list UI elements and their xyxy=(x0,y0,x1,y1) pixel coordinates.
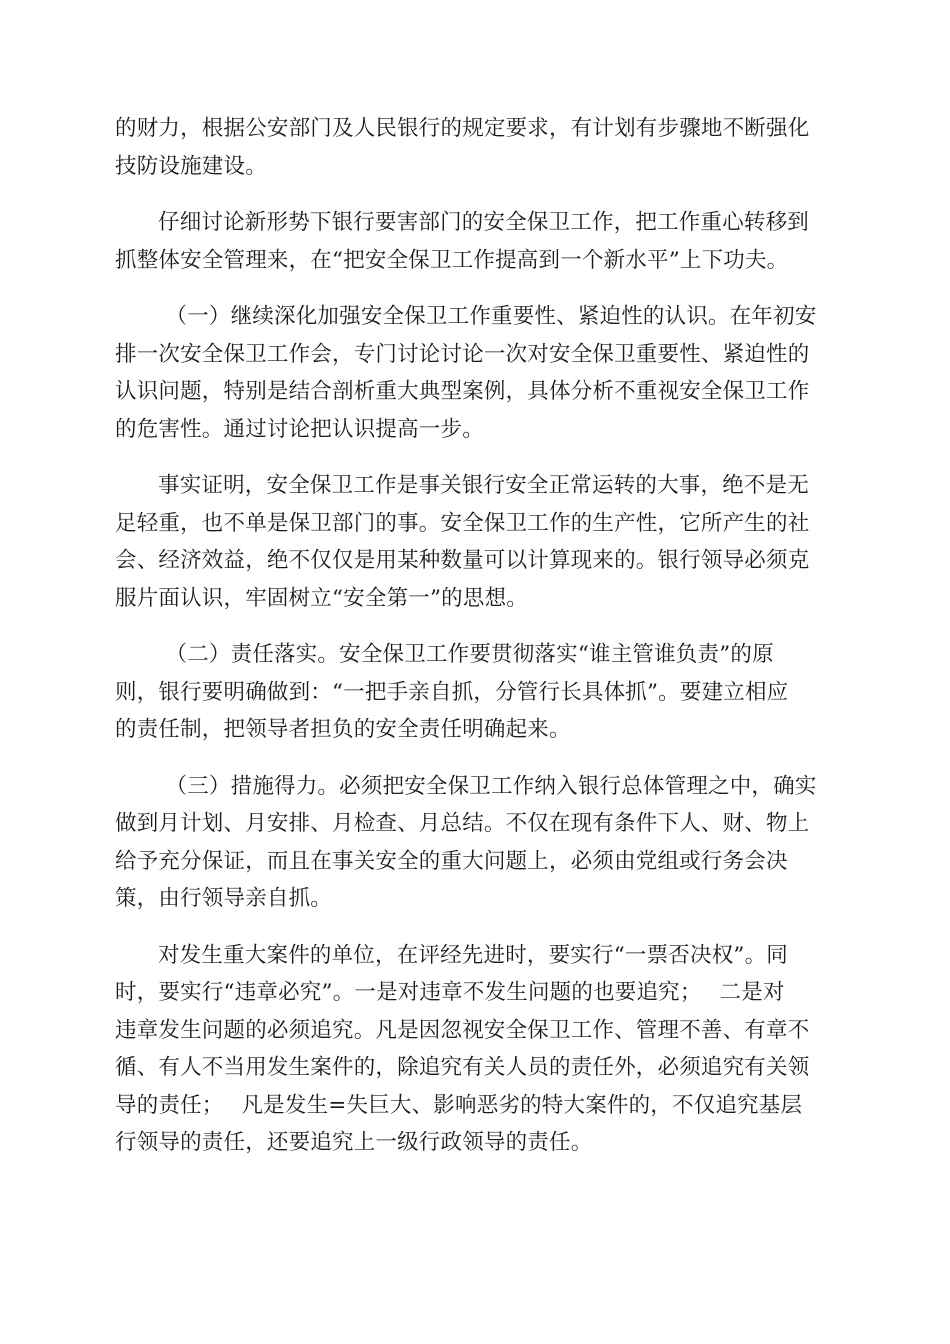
paragraph-line: （三）措施得力。必须把安全保卫工作纳入银行总体管理之中，确实 xyxy=(165,773,817,799)
paragraph-6 xyxy=(115,768,837,918)
paragraph-5 xyxy=(115,636,837,749)
paragraph-2 xyxy=(115,204,837,279)
paragraph-line: 足轻重，也不单是保卫部门的事。安全保卫工作的生产性，它所产生的社 xyxy=(115,510,810,536)
paragraph-line: 违章发生问题的必须追究。凡是因忽视安全保卫工作、管理不善、有章不 xyxy=(115,1017,810,1043)
paragraph-3 xyxy=(115,298,837,448)
paragraph-line: 循、有人不当用发生案件的，除追究有关人员的责任外，必须追究有关领 xyxy=(115,1055,810,1080)
paragraph-line: （一）继续深化加强安全保卫工作重要性、紧迫性的认识。在年初安 xyxy=(165,304,817,329)
paragraph-line: （二）责任落实。安全保卫工作要贯彻落实“谁主管谁负责”的原 xyxy=(165,642,774,667)
paragraph-line: 行领导的责任，还要追究上一级行政领导的责任。 xyxy=(115,1130,593,1155)
paragraph-line: 策，由行领导亲自抓。 xyxy=(115,886,333,911)
paragraph-line: 事实证明，安全保卫工作是事关银行安全正常运转的大事，绝不是无 xyxy=(158,473,810,498)
paragraph-line: 技防设施建设。 xyxy=(115,153,267,179)
paragraph-line: 排一次安全保卫工作会，专门讨论讨论一次对安全保卫重要性、紧迫性的 xyxy=(115,341,810,367)
paragraph-line: 的责任制，把领导者担负的安全责任明确起来。 xyxy=(115,717,571,742)
paragraph-1 xyxy=(115,110,837,185)
paragraph-4 xyxy=(115,467,837,617)
paragraph-line: 对发生重大案件的单位，在评经先进时，要实行“一票否决权”。同 xyxy=(158,942,788,968)
paragraph-line: 认识问题，特别是结合剖析重大典型案例，具体分析不重视安全保卫工作 xyxy=(115,379,810,404)
paragraph-line: 则，银行要明确做到：“一把手亲自抓，分管行长具体抓”。要建立相应 xyxy=(115,679,789,705)
paragraph-line: 的财力，根据公安部门及人民银行的规定要求，有计划有步骤地不断强化 xyxy=(115,116,810,141)
paragraph-line: 导的责任； 凡是发生=失巨大、影响恶劣的特大案件的，不仅追究基层 xyxy=(115,1092,803,1118)
paragraph-line: 仔细讨论新形势下银行要害部门的安全保卫工作，把工作重心转移到 xyxy=(158,210,810,235)
paragraph-line: 的危害性。通过讨论把认识提高一步。 xyxy=(115,416,484,442)
paragraph-line: 给予充分保证，而且在事关安全的重大问题上，必须由党组或行务会决 xyxy=(115,848,788,874)
paragraph-7 xyxy=(115,937,837,1162)
paragraph-line: 做到月计划、月安排、月检查、月总结。不仅在现有条件下人、财、物上 xyxy=(115,811,810,836)
paragraph-line: 抓整体安全管理来，在“把安全保卫工作提高到一个新水平”上下功夫。 xyxy=(115,247,789,273)
paragraph-line: 服片面认识，牢固树立“安全第一”的思想。 xyxy=(115,585,528,611)
document-page xyxy=(115,110,837,1181)
paragraph-line: 时，要实行“违章必究”。一是对违章不发生问题的也要追究； 二是对 xyxy=(115,980,785,1005)
paragraph-line: 会、经济效益，绝不仅仅是用某种数量可以计算现来的。银行领导必须克 xyxy=(115,548,810,573)
